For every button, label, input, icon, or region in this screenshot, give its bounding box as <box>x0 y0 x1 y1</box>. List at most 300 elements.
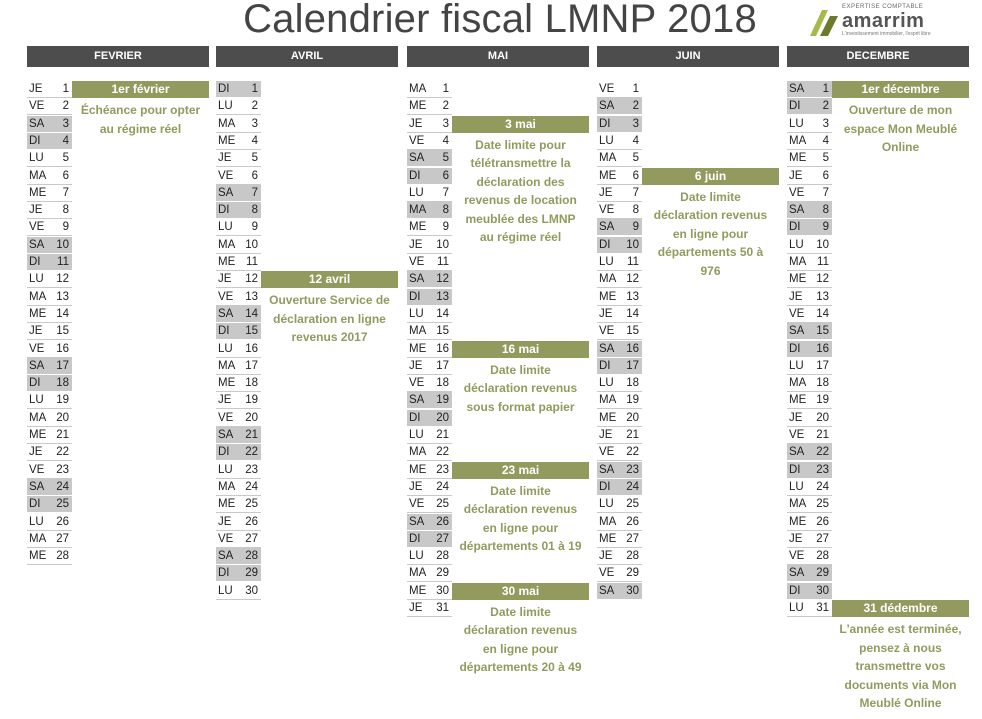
day-row <box>407 219 452 236</box>
day-abbr: LU <box>29 152 44 165</box>
day-abbr: LU <box>789 480 804 493</box>
day-number: 19 <box>626 394 639 407</box>
day-abbr: DI <box>409 532 421 545</box>
day-abbr: DI <box>29 256 41 268</box>
day-row <box>27 81 72 98</box>
day-abbr: ME <box>789 152 807 165</box>
day-number: 23 <box>245 463 258 476</box>
day-row <box>216 358 261 375</box>
day-number: 3 <box>632 117 639 130</box>
day-abbr: DI <box>218 204 230 217</box>
day-abbr: LU <box>218 463 233 476</box>
day-abbr: JE <box>218 152 232 165</box>
day-abbr: VE <box>599 83 615 95</box>
day-abbr: MA <box>29 290 47 303</box>
day-number: 21 <box>56 429 69 441</box>
day-row <box>787 237 832 254</box>
day-abbr: DI <box>409 290 421 303</box>
day-row <box>407 81 452 98</box>
day-row <box>787 462 832 479</box>
day-row <box>216 583 261 600</box>
day-number: 9 <box>822 221 829 234</box>
event-description-line: déclaration revenus <box>463 381 578 395</box>
day-number: 26 <box>245 515 258 528</box>
day-abbr: VE <box>409 256 425 268</box>
day-row <box>597 341 642 358</box>
day-number: 17 <box>626 359 639 372</box>
event-description <box>448 603 593 677</box>
day-abbr: LU <box>218 342 233 355</box>
day-number: 12 <box>56 273 69 286</box>
day-row <box>216 496 261 513</box>
day-abbr: ME <box>789 515 807 528</box>
day-row <box>216 427 261 444</box>
day-row <box>787 514 832 531</box>
day-row <box>787 392 832 409</box>
day-number: 17 <box>436 359 449 372</box>
day-number: 10 <box>245 238 258 251</box>
day-abbr: DI <box>29 377 41 390</box>
day-row <box>407 237 452 254</box>
event-description-line: départements 50 à <box>657 245 764 259</box>
day-number: 4 <box>62 134 69 147</box>
day-row <box>216 444 261 461</box>
day-number: 18 <box>245 377 258 390</box>
day-number: 1 <box>251 83 258 95</box>
day-row <box>787 185 832 202</box>
event-description-line: documents via Mon <box>844 677 957 692</box>
day-abbr: MA <box>599 394 617 407</box>
day-abbr: SA <box>409 273 425 286</box>
event-description-line: télétransmettre la <box>470 156 571 171</box>
day-number: 25 <box>436 498 449 511</box>
day-abbr: DI <box>29 134 41 147</box>
day-row <box>27 150 72 167</box>
day-abbr: DI <box>599 238 611 251</box>
day-number: 19 <box>56 394 69 407</box>
day-abbr: VE <box>409 377 425 390</box>
day-row <box>27 306 72 323</box>
day-abbr: SA <box>789 204 805 217</box>
day-number: 6 <box>822 169 829 182</box>
day-row <box>597 133 642 150</box>
day-abbr: LU <box>218 100 233 113</box>
day-number: 13 <box>245 290 258 303</box>
day-abbr: MA <box>789 134 807 147</box>
day-row <box>787 116 832 133</box>
day-row <box>787 98 832 115</box>
day-abbr: SA <box>789 83 805 95</box>
event-description-line: meublée des LMNP <box>465 211 576 226</box>
day-abbr: VE <box>29 463 45 476</box>
day-row <box>597 410 642 427</box>
day-number: 8 <box>62 204 69 217</box>
day-abbr: DI <box>789 463 801 476</box>
day-row <box>407 514 452 531</box>
day-row <box>27 531 72 548</box>
event-description <box>828 620 973 713</box>
event-description-line: en ligne pour <box>482 641 559 656</box>
day-abbr: MA <box>599 515 617 528</box>
day-number: 25 <box>56 498 69 511</box>
day-number: 30 <box>245 584 258 597</box>
day-number: 22 <box>56 446 69 459</box>
day-abbr: LU <box>409 307 424 320</box>
day-row <box>27 548 72 565</box>
day-abbr: LU <box>789 238 804 251</box>
day-row <box>27 462 72 479</box>
day-row <box>597 237 642 254</box>
day-abbr: SA <box>29 238 45 251</box>
event-description-line: Date limite <box>490 362 551 377</box>
day-number: 26 <box>436 515 449 528</box>
day-number: 5 <box>251 152 258 165</box>
day-row <box>27 375 72 392</box>
day-abbr: ME <box>29 307 47 320</box>
day-row <box>787 548 832 565</box>
event-description-line: déclaration revenus <box>463 623 578 638</box>
day-abbr: DI <box>599 359 611 372</box>
day-row <box>407 531 452 548</box>
day-abbr: JE <box>29 204 43 217</box>
day-row <box>787 496 832 513</box>
day-number: 21 <box>626 429 639 441</box>
day-row <box>216 98 261 115</box>
day-abbr: ME <box>409 342 427 355</box>
day-abbr: SA <box>29 117 45 130</box>
day-row <box>787 375 832 392</box>
day-number: 21 <box>436 429 449 441</box>
day-abbr: VE <box>599 204 615 217</box>
day-number: 9 <box>251 221 258 234</box>
day-number: 5 <box>822 152 829 165</box>
day-abbr: LU <box>599 377 614 390</box>
day-number: 3 <box>62 117 69 130</box>
day-row <box>597 427 642 444</box>
day-row <box>27 168 72 185</box>
day-row <box>27 289 72 306</box>
day-number: 8 <box>632 204 639 217</box>
day-abbr: DI <box>409 411 421 424</box>
day-number: 4 <box>632 134 639 147</box>
day-row <box>597 548 642 565</box>
day-number: 27 <box>56 532 69 545</box>
day-abbr: LU <box>29 273 44 286</box>
day-abbr: SA <box>789 446 805 459</box>
day-row <box>27 254 72 271</box>
day-abbr: JE <box>789 290 803 303</box>
day-row <box>407 375 452 392</box>
day-abbr: MA <box>789 377 807 390</box>
page-title: Calendrier fiscal LMNP 2018 <box>243 0 757 41</box>
day-abbr: ME <box>599 290 617 303</box>
day-abbr: SA <box>218 186 234 199</box>
day-number: 28 <box>56 550 69 563</box>
day-row <box>27 133 72 150</box>
day-number: 1 <box>62 83 69 95</box>
day-number: 15 <box>245 325 258 338</box>
day-abbr: SA <box>29 359 45 372</box>
day-row <box>597 150 642 167</box>
day-row <box>407 306 452 323</box>
day-abbr: JE <box>409 117 423 130</box>
day-number: 30 <box>436 584 449 597</box>
day-abbr: VE <box>218 411 234 424</box>
day-number: 5 <box>442 152 449 165</box>
day-row <box>597 531 642 548</box>
day-number: 20 <box>245 411 258 424</box>
day-row <box>787 444 832 461</box>
day-row <box>216 133 261 150</box>
day-row <box>216 565 261 582</box>
day-abbr: VE <box>409 134 425 147</box>
day-number: 28 <box>436 550 449 563</box>
day-number: 2 <box>442 100 449 113</box>
day-abbr: LU <box>789 359 804 372</box>
day-number: 17 <box>245 359 258 372</box>
day-row <box>407 202 452 219</box>
day-number: 8 <box>251 204 258 217</box>
day-abbr: VE <box>599 567 615 580</box>
event-description-line: au régime réel <box>99 121 182 136</box>
month-header-mai: MAI <box>407 46 589 67</box>
event-description <box>448 136 593 247</box>
day-abbr: SA <box>218 307 234 320</box>
day-row <box>597 289 642 306</box>
day-row <box>407 254 452 271</box>
day-abbr: DI <box>218 325 230 338</box>
event-description-line: au régime réel <box>479 230 562 245</box>
day-abbr: JE <box>218 515 232 528</box>
day-row <box>787 219 832 236</box>
day-number: 25 <box>816 498 829 511</box>
day-row <box>216 254 261 271</box>
day-number: 3 <box>822 117 829 130</box>
day-abbr: JE <box>409 602 423 614</box>
event-date-header: 3 mai <box>452 116 589 133</box>
day-number: 3 <box>442 117 449 130</box>
day-abbr: MA <box>599 273 617 286</box>
day-number: 24 <box>245 480 258 493</box>
day-number: 18 <box>56 377 69 390</box>
day-number: 10 <box>626 238 639 251</box>
day-number: 24 <box>626 480 639 493</box>
event-description-line: transmettre vos <box>855 659 946 673</box>
day-row <box>597 81 642 98</box>
day-number: 18 <box>816 377 829 390</box>
day-abbr: ME <box>29 550 47 563</box>
day-row <box>407 98 452 115</box>
day-abbr: LU <box>29 394 44 407</box>
day-number: 20 <box>626 411 639 424</box>
day-row <box>597 202 642 219</box>
event-date-header: 31 dédembre <box>832 600 969 617</box>
day-number: 5 <box>62 152 69 165</box>
day-abbr: JE <box>599 307 613 320</box>
day-abbr: JE <box>599 550 613 563</box>
day-row <box>216 548 261 565</box>
day-number: 24 <box>436 480 449 493</box>
day-number: 10 <box>436 238 449 251</box>
day-row <box>597 462 642 479</box>
day-abbr: MA <box>218 359 236 372</box>
day-abbr: MA <box>218 238 236 251</box>
day-row <box>597 116 642 133</box>
day-number: 13 <box>816 290 829 303</box>
day-row <box>216 81 261 98</box>
day-abbr: LU <box>599 134 614 147</box>
day-abbr: VE <box>218 169 234 182</box>
day-row <box>216 237 261 254</box>
day-row <box>27 341 72 358</box>
day-number: 20 <box>816 411 829 424</box>
day-row <box>407 444 452 461</box>
day-number: 13 <box>626 290 639 303</box>
day-row <box>787 565 832 582</box>
day-abbr: VE <box>409 498 425 511</box>
day-row <box>597 514 642 531</box>
day-number: 26 <box>626 515 639 528</box>
day-number: 16 <box>56 342 69 355</box>
day-number: 18 <box>436 377 449 390</box>
day-row <box>787 479 832 496</box>
day-number: 29 <box>626 567 639 580</box>
event-description <box>68 101 213 138</box>
day-row <box>27 410 72 427</box>
day-number: 10 <box>816 238 829 251</box>
day-row <box>597 496 642 513</box>
day-abbr: DI <box>789 100 801 113</box>
event-description <box>448 361 593 417</box>
day-row <box>216 531 261 548</box>
day-number: 29 <box>436 567 449 580</box>
event-description-line: départements 20 à 49 <box>459 660 582 675</box>
day-row <box>216 392 261 409</box>
day-abbr: LU <box>789 602 804 614</box>
day-row <box>407 271 452 288</box>
day-abbr: ME <box>599 411 617 424</box>
day-row <box>787 133 832 150</box>
day-number: 14 <box>626 307 639 320</box>
day-abbr: VE <box>789 429 805 441</box>
day-row <box>787 427 832 444</box>
day-row <box>597 358 642 375</box>
day-row <box>27 392 72 409</box>
event-date-header: 16 mai <box>452 341 589 358</box>
day-number: 26 <box>56 515 69 528</box>
day-abbr: SA <box>789 567 805 580</box>
event-description-line: revenus de location <box>464 193 577 208</box>
event-description-line: Online <box>881 140 920 154</box>
event-description <box>638 188 783 281</box>
day-abbr: ME <box>409 221 427 234</box>
event-date-header: 23 mai <box>452 462 589 479</box>
day-row <box>787 168 832 185</box>
day-row <box>597 185 642 202</box>
day-row <box>27 323 72 340</box>
day-row <box>216 185 261 202</box>
day-abbr: DI <box>789 584 801 597</box>
day-abbr: ME <box>218 256 236 268</box>
day-row <box>597 375 642 392</box>
day-number: 7 <box>442 186 449 199</box>
day-row <box>787 410 832 427</box>
day-abbr: LU <box>409 186 424 199</box>
day-number: 15 <box>56 325 69 338</box>
day-number: 19 <box>816 394 829 407</box>
amarrim-logo-icon <box>808 6 840 38</box>
day-row <box>407 479 452 496</box>
day-number: 28 <box>816 550 829 563</box>
day-number: 23 <box>626 463 639 476</box>
day-row <box>597 254 642 271</box>
day-abbr: LU <box>599 256 614 268</box>
day-number: 23 <box>56 463 69 476</box>
event-description-line: en ligne pour <box>482 520 559 535</box>
day-abbr: SA <box>218 429 234 441</box>
event-description-line: sous format papier <box>466 399 575 414</box>
logo-tagline-top: EXPERTISE COMPTABLE <box>842 4 924 10</box>
day-row <box>27 202 72 219</box>
day-number: 16 <box>436 342 449 355</box>
day-abbr: SA <box>29 480 45 493</box>
day-abbr: VE <box>29 221 45 234</box>
day-row <box>407 133 452 150</box>
day-abbr: JE <box>218 394 232 407</box>
day-abbr: DI <box>29 498 41 511</box>
day-number: 20 <box>56 411 69 424</box>
day-number: 6 <box>62 169 69 182</box>
day-row <box>407 150 452 167</box>
day-number: 22 <box>626 446 639 459</box>
day-row <box>27 271 72 288</box>
day-number: 12 <box>816 273 829 286</box>
event-date-header: 6 juin <box>642 168 779 185</box>
day-abbr: SA <box>599 342 615 355</box>
event-description-line: Date limite <box>680 189 741 204</box>
day-number: 29 <box>816 567 829 580</box>
day-row <box>216 514 261 531</box>
day-row <box>407 392 452 409</box>
day-abbr: ME <box>409 584 427 597</box>
day-abbr: JE <box>409 359 423 372</box>
event-description-line: revenus 2017 <box>291 330 368 345</box>
day-abbr: ME <box>218 498 236 511</box>
day-number: 30 <box>816 584 829 597</box>
day-abbr: SA <box>599 584 615 597</box>
day-row <box>597 565 642 582</box>
day-row <box>27 98 72 115</box>
day-row <box>216 116 261 133</box>
day-abbr: VE <box>599 446 615 459</box>
event-description-line: Échéance pour opter <box>80 103 201 117</box>
day-number: 20 <box>436 411 449 424</box>
day-number: 8 <box>822 204 829 217</box>
day-row <box>216 323 261 340</box>
day-number: 7 <box>62 186 69 199</box>
day-abbr: SA <box>409 152 425 165</box>
day-abbr: VE <box>29 342 45 355</box>
day-abbr: SA <box>789 325 805 338</box>
event-description-line: Ouverture de mon <box>848 103 953 117</box>
day-abbr: DI <box>789 221 801 234</box>
day-number: 25 <box>245 498 258 511</box>
day-abbr: MA <box>218 480 236 493</box>
day-number: 1 <box>442 83 449 95</box>
day-abbr: MA <box>409 446 427 459</box>
day-row <box>407 462 452 479</box>
day-number: 12 <box>436 273 449 286</box>
